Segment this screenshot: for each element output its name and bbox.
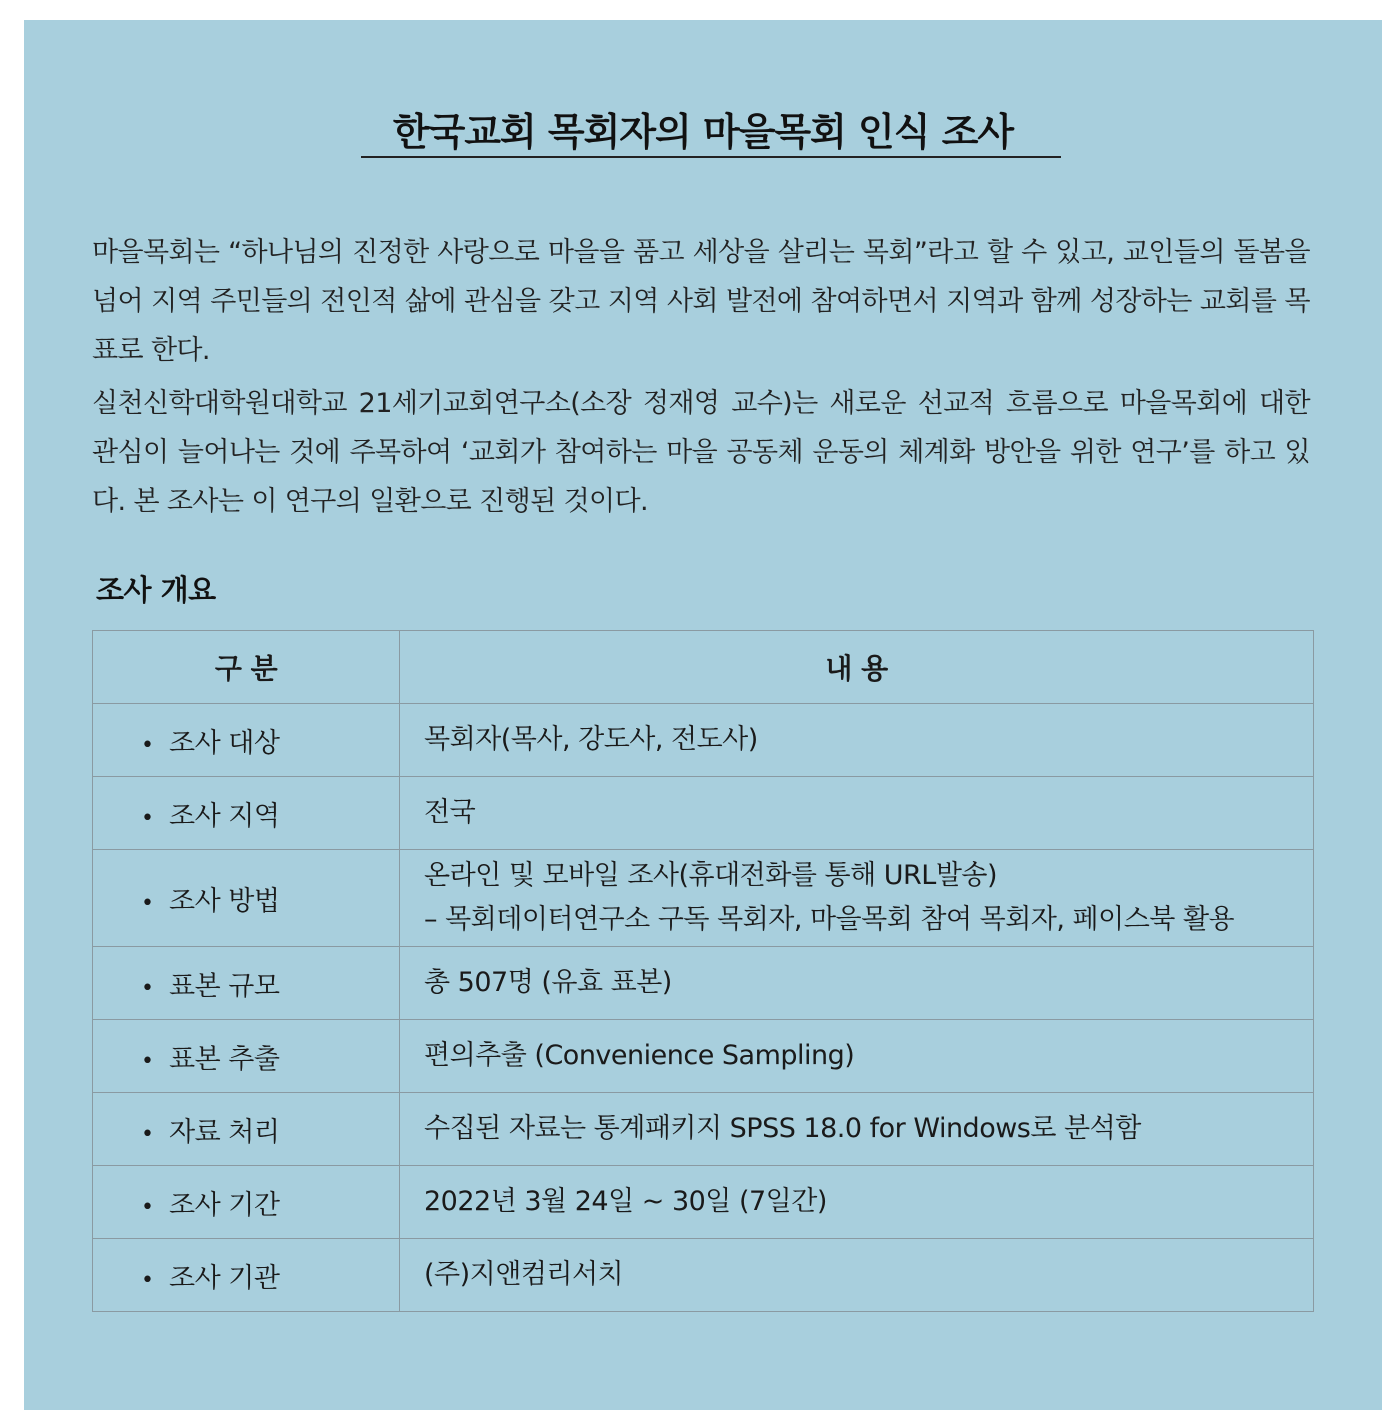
row-value: (주)지앤컴리서치	[400, 1239, 1314, 1312]
bullet: •	[141, 890, 154, 916]
intro-text	[92, 228, 1310, 530]
bullet: •	[141, 1121, 154, 1147]
row-label: 자료 처리	[169, 1116, 280, 1148]
title-underline	[361, 156, 1061, 158]
row-value-line-2: – 목회데이터연구소 구독 목회자, 마을목회 참여 목회자, 페이스북 활용	[424, 904, 1235, 935]
row-value-line-1: 온라인 및 모바일 조사(휴대전화를 통해 URL발송)	[424, 860, 998, 891]
row-label: 표본 규모	[169, 970, 280, 1002]
row-value: 편의추출 (Convenience Sampling)	[400, 1020, 1314, 1093]
row-label: 조사 대상	[169, 727, 280, 759]
row-value-multiline	[400, 850, 1314, 947]
intro-paragraph-2: 실천신학대학원대학교 21세기교회연구소(소장 정재영 교수)는 새로운 선교적 흐름으로 마을목회에 대한 관심이 늘어나는 것에 주목하여 ‘교회가 참여하는 마을 공동체 운동의 체계화 방안을 위한 연구’를 하고 있다. 본 조사는 이 연구의 일환으로 진행된 것이다.	[92, 388, 1310, 517]
bullet: •	[141, 975, 154, 1001]
row-label: 조사 방법	[169, 885, 280, 917]
survey-panel	[24, 20, 1382, 1410]
header-category: 구 분	[93, 631, 400, 704]
bullet: •	[141, 732, 154, 758]
overview-table	[92, 630, 1314, 1312]
page-title: 한국교회 목회자의 마을목회 인식 조사	[392, 110, 1014, 154]
row-label-cell	[93, 1020, 400, 1093]
row-label-cell	[93, 850, 400, 947]
row-label: 표본 추출	[169, 1043, 280, 1075]
bullet: •	[141, 1048, 154, 1074]
bullet: •	[141, 805, 154, 831]
row-value: 총 507명 (유효 표본)	[400, 947, 1314, 1020]
table-row	[93, 1239, 1314, 1312]
title-wrap	[24, 110, 1382, 156]
table-row	[93, 850, 1314, 947]
row-label-cell	[93, 704, 400, 777]
row-label-cell	[93, 1166, 400, 1239]
table-header-row	[93, 631, 1314, 704]
row-value: 2022년 3월 24일 ~ 30일 (7일간)	[400, 1166, 1314, 1239]
row-label: 조사 기간	[169, 1189, 280, 1221]
row-value: 목회자(목사, 강도사, 전도사)	[400, 704, 1314, 777]
row-label-cell	[93, 1239, 400, 1312]
section-title: 조사 개요	[96, 573, 216, 607]
table-row	[93, 947, 1314, 1020]
row-label-cell	[93, 777, 400, 850]
row-value: 전국	[400, 777, 1314, 850]
table-row	[93, 1093, 1314, 1166]
table-row	[93, 704, 1314, 777]
row-label-cell	[93, 1093, 400, 1166]
table-row	[93, 1166, 1314, 1239]
row-label: 조사 지역	[169, 800, 280, 832]
bullet: •	[141, 1194, 154, 1220]
header-content: 내 용	[400, 631, 1314, 704]
row-value: 수집된 자료는 통계패키지 SPSS 18.0 for Windows로 분석함	[400, 1093, 1314, 1166]
intro-paragraph-1: 마을목회는 “하나님의 진정한 사랑으로 마을을 품고 세상을 살리는 목회”라고 할 수 있고, 교인들의 돌봄을 넘어 지역 주민들의 전인적 삶에 관심을 갖고 지역 사회 발전에 참여하면서 지역과 함께 성장하는 교회를 목표로 한다.	[92, 237, 1310, 366]
row-label: 조사 기관	[169, 1262, 280, 1294]
bullet: •	[141, 1267, 154, 1293]
table-row	[93, 1020, 1314, 1093]
table-row	[93, 777, 1314, 850]
row-label-cell	[93, 947, 400, 1020]
